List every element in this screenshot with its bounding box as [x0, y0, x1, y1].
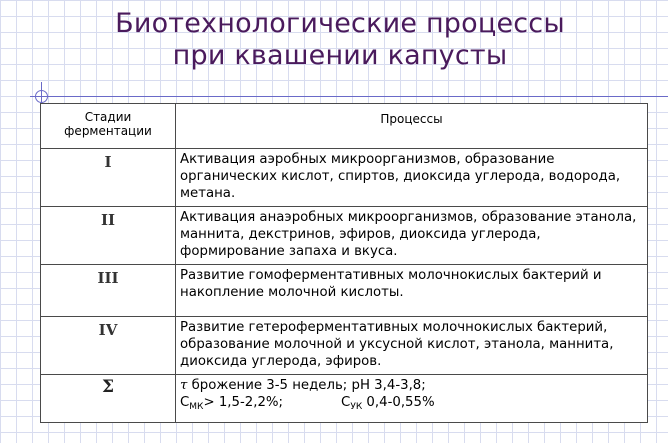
table-row — [41, 149, 648, 207]
stage-cell: II — [41, 207, 176, 265]
sigma-icon: Σ — [41, 375, 176, 423]
process-cell: Развитие гетероферментативных молочнокислых бактерий, образование молочной и уксусной кислот, этанола, маннита, диоксида углерода, эфиров. — [176, 317, 648, 375]
c-mk-sub: МК — [189, 402, 204, 412]
decor-circle-icon — [35, 90, 48, 103]
process-cell: Развитие гомоферментативных молочнокислых бактерий и накопление молочной кислоты. — [176, 265, 648, 317]
c-mk-value: > 1,5-2,2%; — [203, 395, 284, 410]
c-uk-sub: УК — [350, 402, 363, 412]
table-header-row — [41, 104, 648, 149]
title-line-1: Биотехнологические процессы — [115, 8, 565, 39]
header-stages — [41, 104, 176, 149]
slide-title — [60, 8, 620, 72]
stage-cell: I — [41, 149, 176, 207]
header-stages-line2: ферментации — [64, 124, 152, 138]
c-mk-label: С — [180, 395, 190, 410]
c-uk-label: С — [341, 395, 351, 410]
header-stages-line1: Стадии — [84, 110, 132, 124]
table-row — [41, 207, 648, 265]
title-line-2: при квашении капусты — [172, 40, 508, 71]
c-uk-value: 0,4-0,55% — [362, 395, 435, 410]
process-cell: Активация анаэробных микроорганизмов, образование этанола, маннита, декстринов, эфиров, диоксида углерода, формирование запаха и вкуса. — [176, 207, 648, 265]
tau-symbol: τ — [180, 378, 188, 393]
summary-cell — [176, 375, 648, 423]
summary-line-1 — [180, 377, 643, 394]
stage-cell: III — [41, 265, 176, 317]
fermentation-duration: брожение 3-5 недель; pH 3,4-3,8; — [191, 378, 426, 393]
table-row-summary — [41, 375, 648, 423]
header-processes: Процессы — [176, 104, 648, 149]
stage-cell: IV — [41, 317, 176, 375]
table-row — [41, 265, 648, 317]
fermentation-table — [40, 103, 648, 423]
decor-horizontal-line — [30, 96, 668, 97]
summary-line-2 — [180, 394, 643, 416]
table-row — [41, 317, 648, 375]
process-cell: Активация аэробных микроорганизмов, образование органических кислот, спиртов, диоксида углерода, водорода, метана. — [176, 149, 648, 207]
